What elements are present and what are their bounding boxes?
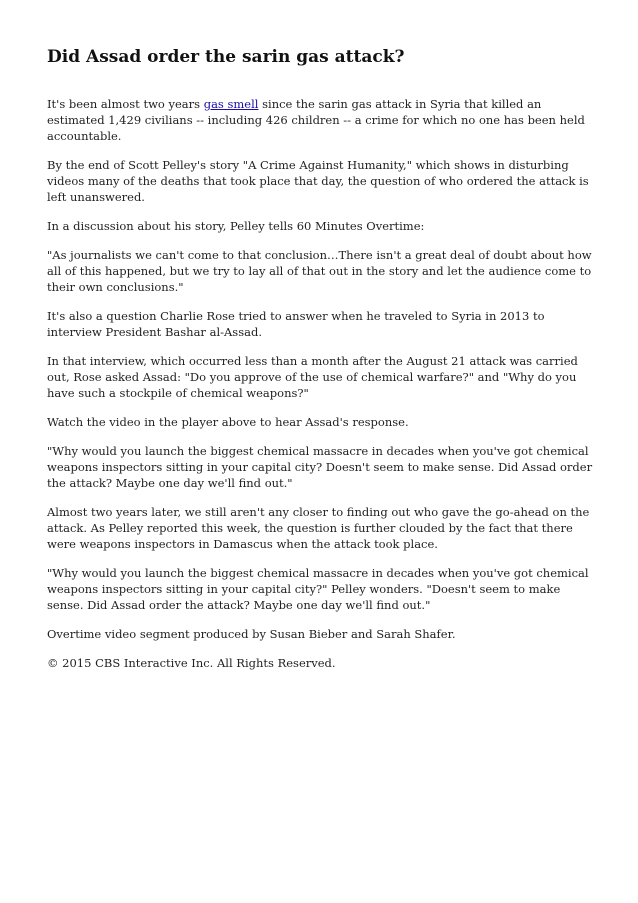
- paragraph-charlie-rose: It's also a question Charlie Rose tried to answer when he traveled to Syria in 2013 to interview President Bashar al-Assad.: [47, 309, 545, 339]
- paragraph-pelley-story: By the end of Scott Pelley's story "A Crime Against Humanity," which shows in disturbing videos many of the deaths that took place that day, the question of who ordered the attack is left unanswered.: [47, 158, 589, 204]
- gas-smell-link[interactable]: gas smell: [203, 97, 259, 111]
- paragraph-pelley-quote: "As journalists we can't come to that conclusion…There isn't a great deal of doubt about how all of this happened, but we try to lay all of that out in the story and let the audience come to their own conclusions.": [47, 248, 592, 294]
- article: [47, 46, 595, 684]
- paragraph-credits: Overtime video segment produced by Susan Bieber and Sarah Shafer.: [47, 627, 456, 641]
- paragraph-quote-massacre: "Why would you launch the biggest chemical massacre in decades when you've got chemical weapons inspectors sitting in your capital city? Doesn't seem to make sense. Did Assad order the attack? Maybe one day we'll find out.": [47, 444, 593, 490]
- intro-text-end: since the sarin gas attack in Syria that killed an estimated 1,429 civilians -- including 426 children -- a crime for which no one has been held accountable.: [47, 97, 585, 143]
- paragraph-watch-video: Watch the video in the player above to hear Assad's response.: [47, 415, 409, 429]
- article-title: Did Assad order the sarin gas attack?: [47, 47, 405, 67]
- paragraph-overtime-discussion: In a discussion about his story, Pelley tells 60 Minutes Overtime:: [47, 219, 425, 233]
- copyright-notice: © 2015 CBS Interactive Inc. All Rights Reserved.: [47, 656, 336, 670]
- paragraph-two-years-later: Almost two years later, we still aren't any closer to finding out who gave the go-ahead on the attack. As Pelley reported this week, the question is further clouded by the fact that there were weapons inspectors in Damascus when the attack took place.: [47, 505, 590, 551]
- intro-text-start: It's been almost two years: [47, 97, 204, 111]
- paragraph-pelley-wonders: "Why would you launch the biggest chemical massacre in decades when you've got chemical weapons inspectors sitting in your capital city?" Pelley wonders. "Doesn't seem to make sense. Did Assad order the attack? Maybe one day we'll find out.": [47, 566, 589, 612]
- paragraph-interview: In that interview, which occurred less than a month after the August 21 attack was carried out, Rose asked Assad: "Do you approve of the use of chemical warfare?" and "Why do you have such a stockpile of chemical weapons?": [47, 354, 578, 400]
- intro-paragraph: [47, 96, 595, 144]
